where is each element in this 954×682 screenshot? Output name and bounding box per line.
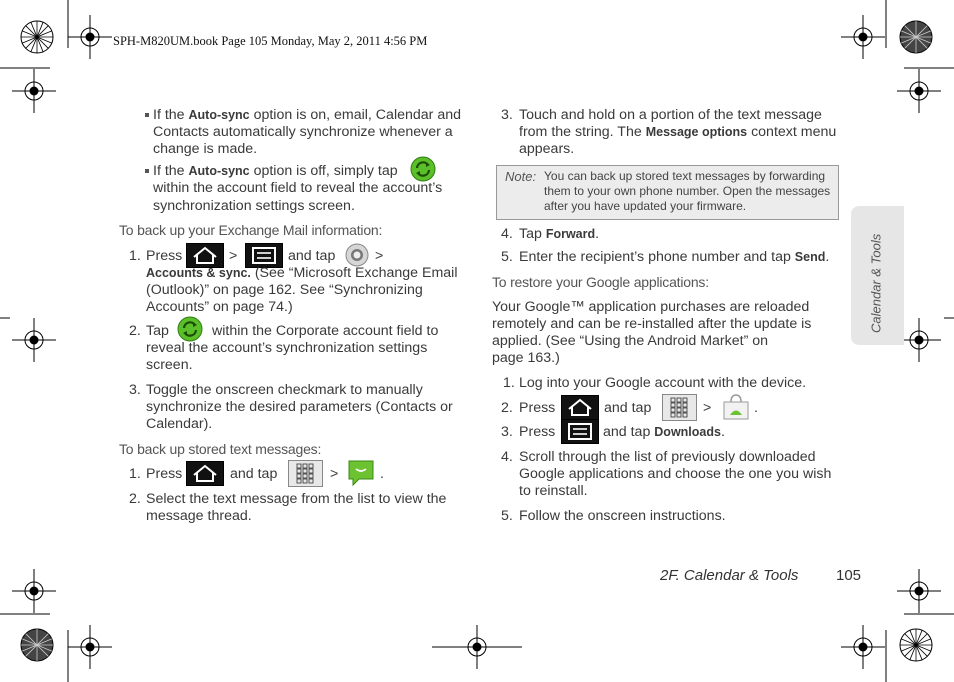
text-press: Press — [146, 466, 183, 482]
sync-icon — [177, 316, 203, 342]
text-line: Scroll through the list of previously downloaded — [519, 449, 816, 465]
step3-line2: from the string. The Message options context menu — [519, 124, 837, 140]
text-gt: > — [229, 248, 238, 264]
step-number: 1. — [503, 375, 515, 391]
text-line: Your Google™ application purchases are reloaded — [492, 299, 810, 315]
note-label: Note: — [505, 169, 537, 184]
text-line: message thread. — [146, 508, 252, 524]
exchange-step1-line2: Accounts & sync. (See “Microsoft Exchange Email — [146, 265, 458, 281]
step-number: 5. — [501, 249, 513, 265]
step-number: 3. — [501, 107, 513, 123]
text-line: reveal the account’s synchronization settings — [146, 340, 428, 356]
starburst-icon — [900, 21, 932, 53]
step-number: 2. — [129, 491, 141, 507]
note-text: You can back up stored text messages by forwarding them to your own phone number. Open the messages after you have updated your firmware. — [544, 169, 831, 213]
messages-heading: To back up stored text messages: — [119, 441, 322, 457]
text-line: Contacts automatically synchronize whenever a — [153, 124, 453, 140]
applications-icon — [662, 394, 697, 421]
applications-icon — [288, 460, 323, 487]
text-gt: > — [375, 248, 384, 264]
home-key-icon — [186, 461, 224, 486]
text-line: Toggle the onscreen checkmark to manually — [146, 382, 423, 398]
step-number: 4. — [501, 449, 513, 465]
step-number: 3. — [501, 424, 513, 440]
starburst-icon — [21, 629, 53, 661]
registration-mark-icon — [897, 569, 941, 613]
registration-mark-icon — [12, 318, 56, 362]
menu-key-icon — [561, 419, 599, 444]
bullet-icon — [145, 169, 149, 173]
text-line: Touch and hold on a portion of the text message — [519, 107, 822, 123]
text-line: applied. (See “Using the Android Market” on — [492, 333, 769, 349]
settings-icon — [345, 243, 369, 267]
registration-mark-icon — [12, 569, 56, 613]
market-icon — [721, 393, 751, 421]
text-line: Select the text message from the list to view the — [146, 491, 447, 507]
text-and-tap: and tap — [230, 466, 278, 482]
text-gt: > — [330, 466, 339, 482]
registration-mark-icon — [68, 625, 112, 669]
home-key-icon — [561, 395, 599, 420]
bullet-auto-sync-on: If the Auto-sync option is on, email, Calendar and — [145, 107, 485, 124]
step-number: 1. — [129, 466, 141, 482]
step-number: 1. — [129, 248, 141, 264]
sync-icon — [410, 156, 436, 182]
text-period: . — [380, 466, 384, 482]
exchange-heading: To back up your Exchange Mail information: — [119, 222, 383, 238]
page-number: 105 — [836, 567, 862, 584]
text-press: Press — [146, 248, 183, 264]
text-line: synchronization settings screen. — [153, 198, 355, 214]
note-box — [496, 165, 839, 220]
registration-mark-icon — [841, 15, 885, 59]
step-number: 2. — [501, 400, 513, 416]
text-line: (Outlook)” on page 162. See “Synchronizing — [146, 282, 423, 298]
text-line: change is made. — [153, 141, 258, 157]
bullet-auto-sync-off: If the Auto-sync option is off, simply tap — [145, 163, 398, 180]
google-heading: To restore your Google applications: — [492, 274, 709, 290]
registration-mark-icon — [897, 69, 941, 113]
step5: Enter the recipient’s phone number and tap Send. — [519, 249, 830, 265]
step-number: 5. — [501, 508, 513, 524]
text-line: within the account field to reveal the account’s — [153, 180, 443, 196]
starburst-icon — [900, 629, 932, 661]
text-line: Follow the onscreen instructions. — [519, 508, 726, 524]
text-line: Log into your Google account with the device. — [519, 375, 807, 391]
text-line: within the Corporate account field to — [212, 323, 439, 339]
step-number: 4. — [501, 226, 513, 242]
text-line: synchronize the desired parameters (Contacts or — [146, 399, 453, 415]
text-press: Press — [519, 424, 556, 440]
text-line: page 163.) — [492, 350, 560, 366]
text-line: Calendar). — [146, 416, 213, 432]
text-line: to reinstall. — [519, 483, 588, 499]
section-tab-label: Calendar & Tools — [868, 233, 884, 333]
text-gt: > — [703, 400, 712, 416]
step-number: 2. — [129, 323, 141, 339]
text-line: screen. — [146, 357, 193, 373]
text-line: Accounts” on page 74.) — [146, 299, 293, 315]
text-line: appears. — [519, 141, 575, 157]
print-header: SPH-M820UM.book Page 105 Monday, May 2, 2011 4:56 PM — [113, 34, 428, 48]
messaging-icon — [347, 459, 375, 487]
text-and-tap: and tap — [604, 400, 652, 416]
text-tap: Tap — [146, 323, 169, 339]
registration-mark-icon — [12, 69, 56, 113]
footer-section: 2F. Calendar & Tools — [660, 567, 799, 584]
text-press: Press — [519, 400, 556, 416]
step-number: 3. — [129, 382, 141, 398]
section-tab — [851, 206, 904, 345]
bullet-icon — [145, 113, 149, 117]
g3-tail: and tap Downloads. — [603, 424, 725, 440]
step4: Tap Forward. — [519, 226, 600, 242]
text-period: . — [754, 400, 758, 416]
registration-mark-icon — [68, 15, 112, 59]
registration-mark-icon — [841, 625, 885, 669]
text-line: Google applications and choose the one you wish — [519, 466, 832, 482]
text-and-tap: and tap — [288, 248, 336, 264]
text-line: remotely and can be re-installed after the update is — [492, 316, 812, 332]
starburst-icon — [21, 21, 53, 53]
